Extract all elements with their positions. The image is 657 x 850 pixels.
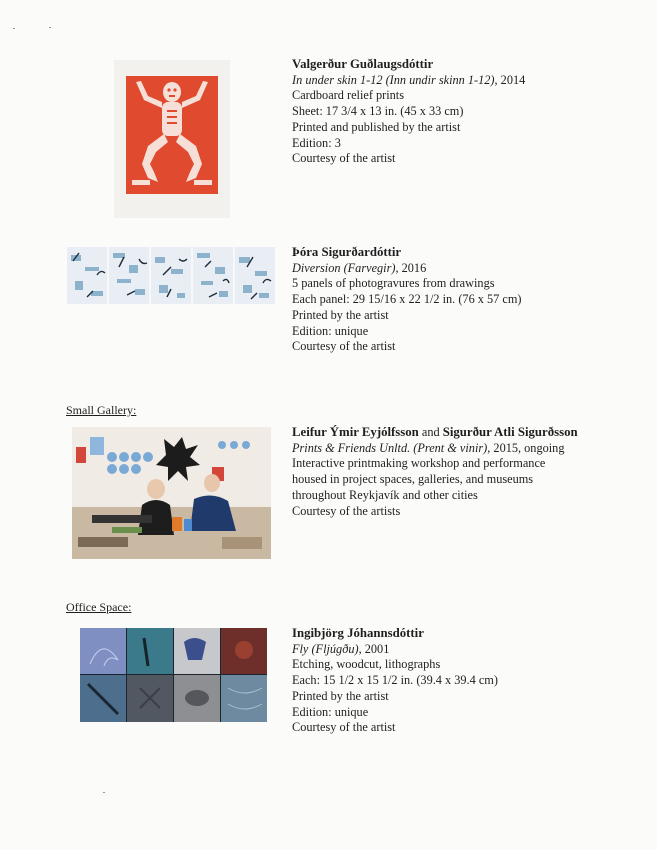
artist-name: Þóra Sigurðardóttir xyxy=(292,245,402,259)
artwork-entry xyxy=(292,626,498,736)
artwork-entry xyxy=(292,425,578,519)
artwork-title-line xyxy=(292,73,525,89)
artwork-thumbnail-diversion xyxy=(67,247,275,304)
section-label-small-gallery: Small Gallery: xyxy=(66,403,137,417)
artwork-detail: Printed by the artist xyxy=(292,688,389,703)
artwork-detail: Courtesy of the artist xyxy=(292,720,396,735)
artist-name: Ingibjörg Jóhannsdóttir xyxy=(292,626,424,640)
artwork-title: Prints & Friends Unltd. (Prent & vinir) xyxy=(292,440,488,455)
artwork-detail: Courtesy of the artist xyxy=(292,339,396,354)
artwork-title: In under skin 1-12 (Inn undir skinn 1-12) xyxy=(292,72,495,87)
artwork-detail: Courtesy of the artists xyxy=(292,503,401,518)
section-label-office-space: Office Space: xyxy=(66,600,132,614)
artwork-title: Diversion (Farvegir) xyxy=(292,260,396,275)
artwork-thumbnail-in-under-skin xyxy=(114,60,230,218)
artwork-title-line xyxy=(292,642,498,658)
artwork-thumbnail-fly xyxy=(80,628,267,722)
artwork-detail: Cardboard relief prints xyxy=(292,88,404,103)
artwork-entry xyxy=(292,245,522,355)
artwork-title-line xyxy=(292,441,578,457)
artwork-year: , 2014 xyxy=(494,72,526,87)
artwork-detail: Each panel: 29 15/16 x 22 1/2 in. (76 x 57 cm) xyxy=(292,292,522,307)
artwork-entry xyxy=(292,57,525,167)
artist-name: Sigurður Atli Sigurðsson xyxy=(442,425,578,439)
artwork-year: , 2016 xyxy=(395,260,427,275)
artwork-year: , 2001 xyxy=(358,641,390,656)
artwork-detail: Edition: 3 xyxy=(292,135,341,150)
artwork-detail: throughout Reykjavík and other cities xyxy=(292,487,478,502)
artist-name: Leifur Ýmir Eyjólfsson xyxy=(292,425,419,439)
artwork-detail: Interactive printmaking workshop and performance xyxy=(292,456,546,471)
scan-speck xyxy=(49,27,51,28)
artwork-detail: Courtesy of the artist xyxy=(292,151,396,166)
artwork-detail: Each: 15 1/2 x 15 1/2 in. (39.4 x 39.4 cm) xyxy=(292,673,498,688)
artwork-detail: Edition: unique xyxy=(292,704,369,719)
artwork-detail: housed in project spaces, galleries, and museums xyxy=(292,472,534,487)
artwork-title: Fly (Fljúgðu) xyxy=(292,641,359,656)
artwork-detail: Sheet: 17 3/4 x 13 in. (45 x 33 cm) xyxy=(292,104,464,119)
artwork-thumbnail-prints-and-friends xyxy=(72,427,271,559)
artist-name: Valgerður Guðlaugsdóttir xyxy=(292,57,434,71)
artwork-year: , 2015, ongoing xyxy=(487,440,565,455)
artist-joiner: and xyxy=(418,425,443,439)
artist-line xyxy=(292,425,578,441)
artwork-detail: Edition: unique xyxy=(292,323,369,338)
artwork-detail: Etching, woodcut, lithographs xyxy=(292,657,441,672)
artwork-detail: 5 panels of photogravures from drawings xyxy=(292,276,495,291)
artwork-detail: Printed by the artist xyxy=(292,307,389,322)
artwork-title-line xyxy=(292,261,522,277)
scan-speck xyxy=(13,28,15,29)
scan-speck xyxy=(103,792,105,793)
artwork-detail: Printed and published by the artist xyxy=(292,119,461,134)
